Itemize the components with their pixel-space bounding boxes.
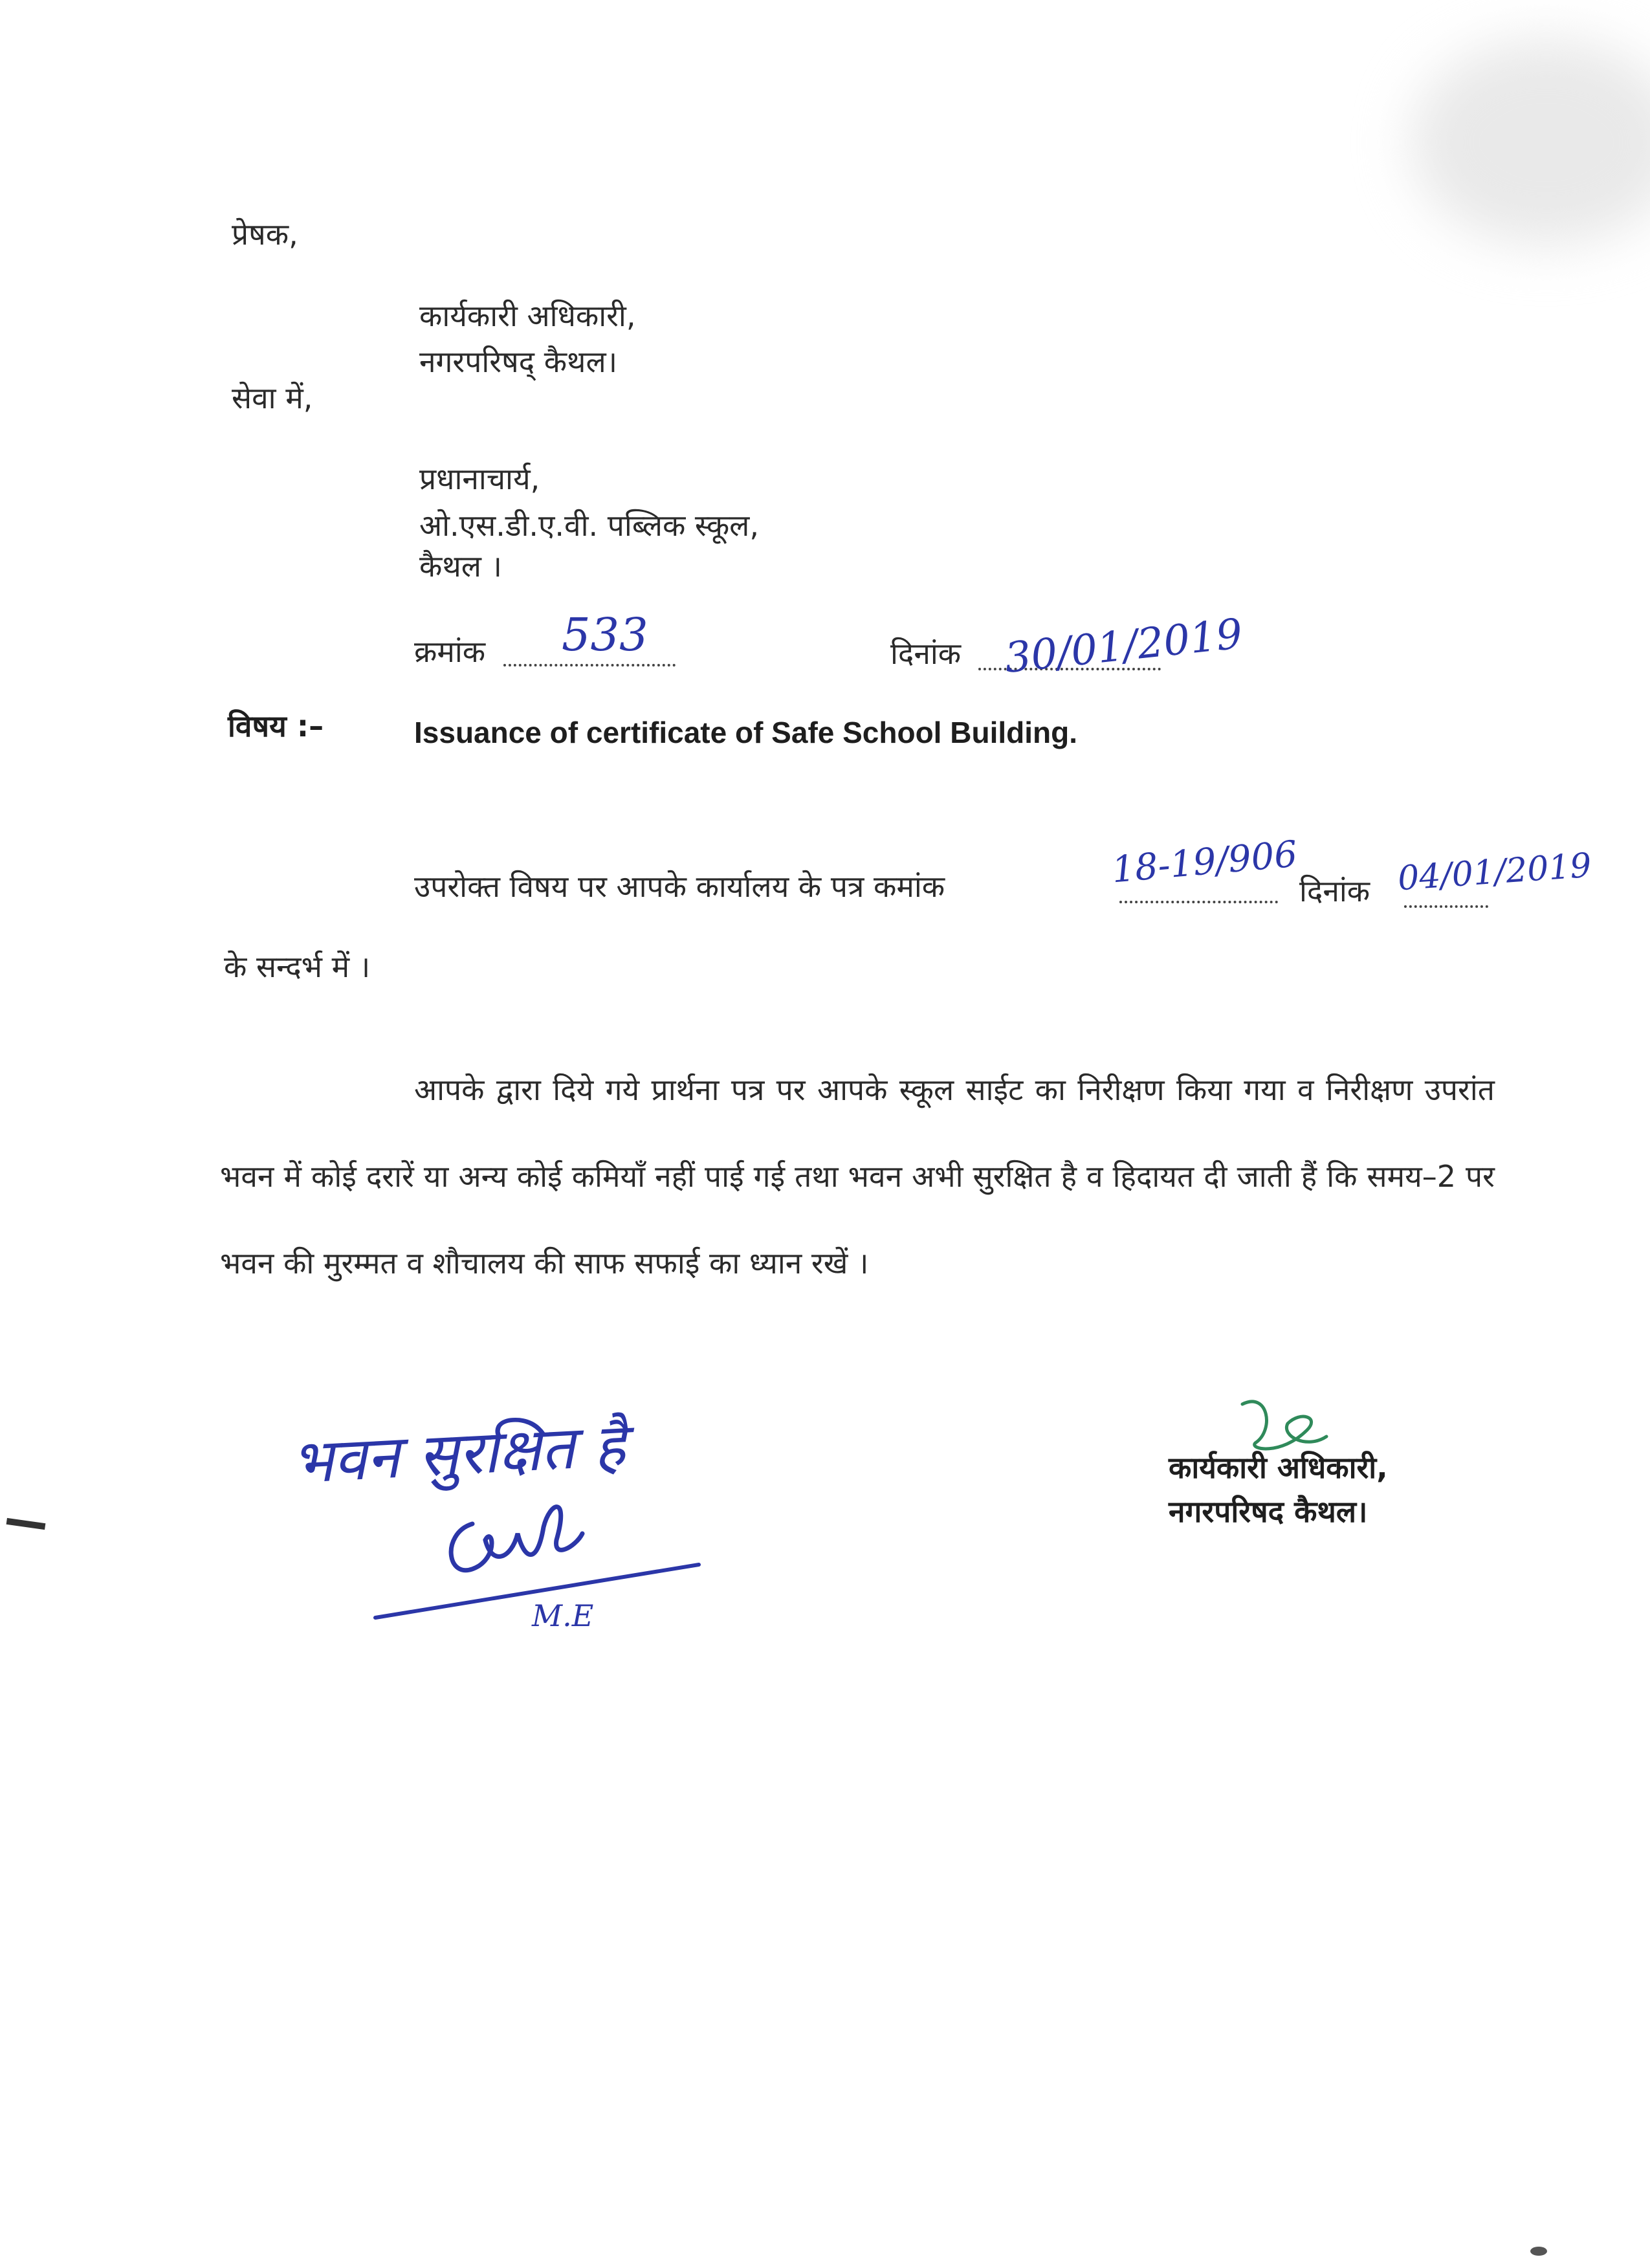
subject-text: Issuance of certificate of Safe School Building. <box>414 716 1077 749</box>
para1-date-label: दिनांक <box>1299 874 1370 908</box>
sender-label: प्रेषक, <box>232 217 298 252</box>
subject-label: विषय :– <box>228 709 324 743</box>
para1-letter-no: 18-19/906 <box>1110 833 1299 892</box>
para1-date-field <box>1404 896 1488 908</box>
recipient-label: सेवा में, <box>232 380 313 415</box>
recipient-line-2: ओ.एस.डी.ए.वी. पब्लिक स्कूल, <box>419 508 759 543</box>
sender-line-2: नगरपरिषद् कैथल। <box>419 344 618 379</box>
scan-smudge <box>1411 39 1650 246</box>
scan-mark-left <box>6 1518 46 1530</box>
para1-text: उपरोक्त विषय पर आपके कार्यालय के पत्र कमांक <box>414 869 945 904</box>
ref-date-value: 30/01/2019 <box>1002 610 1245 683</box>
para1-letter-no-field <box>1119 892 1278 903</box>
scan-mark-bottom <box>1530 2247 1547 2256</box>
ref-number-label: क्रमांक <box>414 634 486 669</box>
ref-number-value: 533 <box>562 608 648 661</box>
signatory-line-1: कार्यकारी अधिकारी, <box>1169 1450 1388 1485</box>
signatory-line-2: नगरपरिषद कैथल। <box>1169 1494 1368 1529</box>
ref-date-label: दिनांक <box>890 636 962 671</box>
handwritten-initials: M.E <box>532 1598 594 1633</box>
para2-text: आपके द्वारा दिये गये प्रार्थना पत्र पर आपके स्कूल साईट का निरीक्षण किया गया व निरीक्षण उपरांत भवन में कोई दरारें या अन्य कोई कमियाँ नहीं पाई गई तथा भवन अभी सुरक्षित है व हिदायत दी जाती हैं कि समय–2 पर भवन की मुरम्मत व शौचालय की साफ सफाई का ध्यान रखें । <box>220 1072 1495 1281</box>
para1-letter-date: 04/01/2019 <box>1396 846 1593 899</box>
sender-line-1: कार्यकारी अधिकारी, <box>419 298 636 333</box>
para2 <box>220 1046 1495 1306</box>
handwritten-note: भवन सुरक्षित है <box>289 1410 627 1497</box>
para1-continuation: के सन्दर्भ में । <box>224 949 371 984</box>
recipient-line-3: कैथल । <box>419 549 502 584</box>
recipient-line-1: प्रधानाचार्य, <box>419 461 540 496</box>
